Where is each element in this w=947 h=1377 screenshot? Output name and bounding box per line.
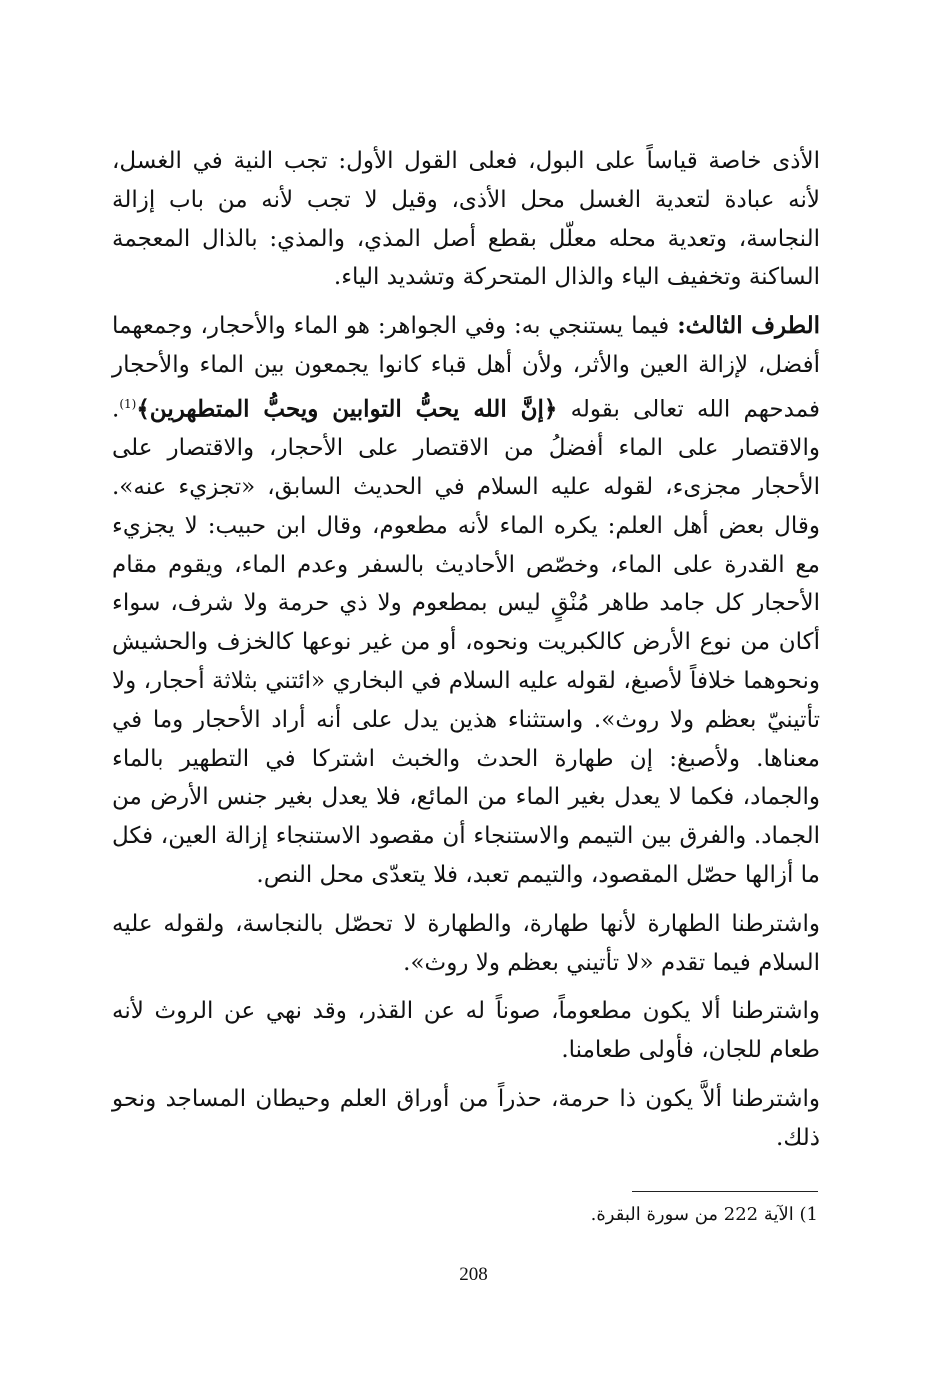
paragraph-4 xyxy=(112,992,820,1070)
paragraph-1 xyxy=(112,142,820,297)
paragraph-5-text: واشترطنا ألاَّ يكون ذا حرمة، حذراً من أوراق العلم وحيطان المساجد ونحو ذلك. xyxy=(112,1085,820,1151)
paragraph-3 xyxy=(112,905,820,983)
paragraph-2-text-b: . والاقتصار على الماء أفضلُ من الاقتصار على الأحجار، والاقتصار على الأحجار مجزىء، لقوله عليه السلام في الحديث السابق، «تجزيء عنه». وقال بعض أهل العلم: يكره الماء لأنه مطعوم، وقال ابن حبيب: لا يجزيء مع القدرة على الماء، وخصّص الأحاديث بالسفر وعدم الماء، ويقوم مقام الأحجار كل جامد طاهر مُنْقٍ ليس بمطعوم ولا ذي حرمة ولا شرف، سواء أكان من نوع الأرض كالكبريت ونحوه، أو من غير نوعها كالخزف والحشيش ونحوهما خلافاً لأصبغ، لقوله عليه السلام في البخاري «ائتني بثلاثة أحجار، ولا تأتينيّ بعظم ولا روث». واستثناء هذين يدل على أنه أراد الأحجار وما في معناها. ولأصبغ: إن طهارة الحدث والخبث اشتركا في التطهير بالماء والجماد، فكما لا يعدل بغير الماء من المائع، فلا يعدل بغير جنس الأرض من الجماد. والفرق بين التيمم والاستنجاء أن مقصود الاستنجاء إزالة العين، فكل ما أزالها حصّل المقصود، والتيمم تعبد، فلا يتعدّى محل النص. xyxy=(112,396,820,888)
footnote xyxy=(112,1202,818,1228)
footnote-number: 1) xyxy=(799,1204,818,1225)
paragraph-1-text: الأذى خاصة قياساً على البول، فعلى القول الأول: تجب النية في الغسل، لأنه عبادة لتعدية الغسل محل الأذى، وقيل لا تجب لأنه من باب إزالة النجاسة، وتعدية محله معلّل بقطع أصل المذي، والمذي: بالذال المعجمة الساكنة وتخفيف الياء والذال المتحركة وتشديد الياء. xyxy=(112,148,820,291)
paragraph-2 xyxy=(112,307,820,895)
paragraph-2-text-a: فيما يستنجي به: وفي الجواهر: هو الماء والأحجار، وجمعهما أفضل، لإزالة العين والأثر، ولأن أهل قباء كانوا يجمعون بين الماء والأحجار فمدحهم الله تعالى بقوله xyxy=(112,313,820,423)
footnote-divider xyxy=(632,1191,818,1192)
paragraph-3-text: واشترطنا الطهارة لأنها طهارة، والطهارة لا تحصّل بالنجاسة، ولقوله عليه السلام فيما تقدم «لا تأتيني بعظم ولا روث». xyxy=(112,910,820,976)
footnote-reference[interactable]: (1) xyxy=(119,396,137,411)
quran-quote: ﴿إنَّ الله يحبُّ التوابين ويحبُّ المتطهرين﴾ xyxy=(136,395,558,423)
paragraph-5 xyxy=(112,1080,820,1158)
section-heading: الطرف الثالث: xyxy=(677,312,820,340)
main-text xyxy=(112,142,820,1158)
footnote-text: الآية 222 من سورة البقرة. xyxy=(590,1204,800,1225)
page-number: 208 xyxy=(459,1264,488,1285)
paragraph-4-text: واشترطنا ألا يكون مطعوماً، صوناً له عن القذر، وقد نهي عن الروث لأنه طعام للجان، فأولى طعامنا. xyxy=(112,998,820,1064)
